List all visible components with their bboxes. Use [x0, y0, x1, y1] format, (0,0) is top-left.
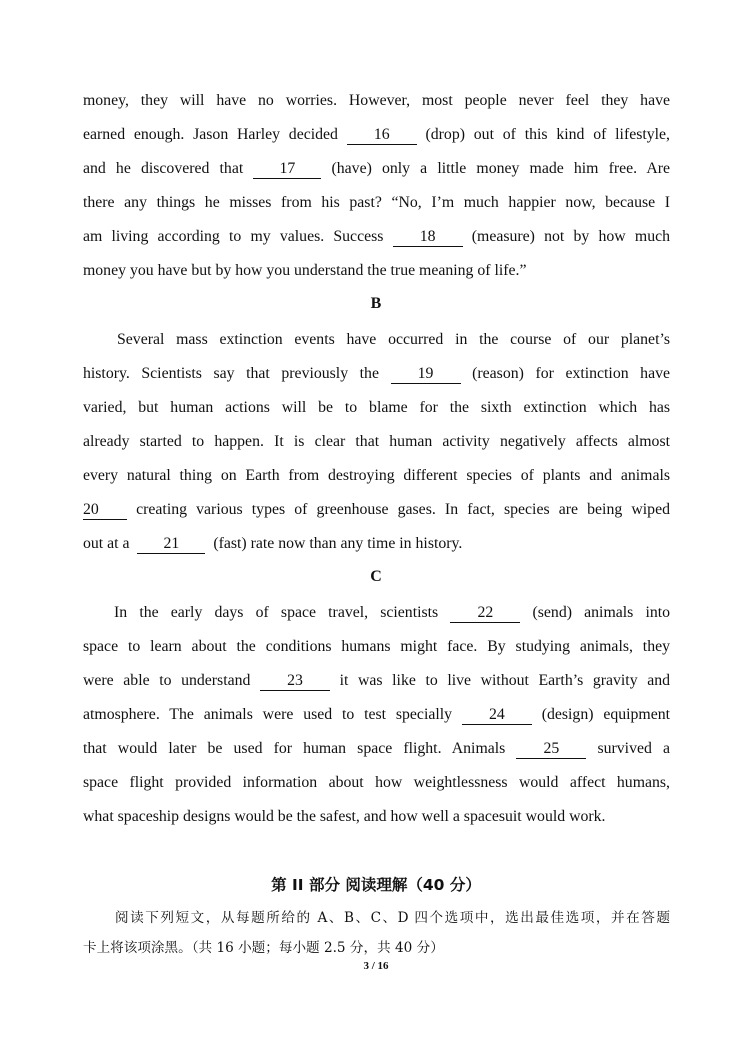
section-title: 第 II 部分 阅读理解（40 分）	[271, 876, 481, 894]
passage-b-line: 20 creating various types of greenhouse gases. In fact, species are being wiped	[83, 501, 670, 518]
section-instructions-line: 阅读下列短文，从每题所给的 A、B、C、D 四个选项中，选出最佳选项，并在答题	[115, 910, 670, 926]
passage-c-line: atmosphere. The animals were used to test specially 24 (design) equipment	[83, 706, 670, 723]
answer-blank-22: 22	[450, 604, 520, 623]
answer-blank-19: 19	[391, 365, 461, 384]
passage-a-line: am living according to my values. Success 18 (measure) not by how much	[83, 228, 670, 245]
passage-a-line: money you have but by how you understand the true meaning of life.”	[83, 262, 527, 279]
answer-blank-17: 17	[253, 160, 321, 179]
passage-b-line: Several mass extinction events have occurred in the course of our planet’s	[117, 331, 670, 348]
passage-a-line: there any things he misses from his past? “No, I’m much happier now, because I	[83, 194, 670, 211]
page-number: 3 / 16	[363, 960, 389, 972]
answer-blank-23: 23	[260, 672, 330, 691]
passage-b-line: history. Scientists say that previously the 19 (reason) for extinction have	[83, 365, 671, 382]
answer-blank-21: 21	[137, 535, 205, 554]
passage-a-line: money, they will have no worries. However, most people never feel they have	[83, 92, 670, 109]
answer-blank-16: 16	[347, 126, 417, 145]
passage-b-line: varied, but human actions will be to blame for the sixth extinction which has	[83, 399, 670, 416]
answer-blank-18: 18	[393, 228, 463, 247]
passage-c-line: were able to understand 23 it was like to live without Earth’s gravity and	[83, 672, 671, 689]
passage-b-line: already started to happen. It is clear that human activity negatively affects almost	[83, 433, 670, 450]
passage-a-line: earned enough. Jason Harley decided 16 (drop) out of this kind of lifestyle,	[83, 126, 670, 143]
passage-c-line: space flight provided information about how weightlessness would affect humans,	[83, 774, 670, 791]
passage-a-line: and he discovered that 17 (have) only a little money made him free. Are	[83, 160, 670, 177]
answer-blank-24: 24	[462, 706, 532, 725]
passage-c-heading: C	[370, 568, 382, 585]
passage-c-line: space to learn about the conditions humans might face. By studying animals, they	[83, 638, 670, 655]
passage-c-line: that would later be used for human space flight. Animals 25 survived a	[83, 740, 670, 757]
passage-b-line: out at a 21 (fast) rate now than any time in history.	[83, 535, 463, 552]
passage-c-line: In the early days of space travel, scientists 22 (send) animals into	[114, 604, 671, 621]
passage-b-line: every natural thing on Earth from destroying different species of plants and animals	[83, 467, 670, 484]
answer-blank-25: 25	[516, 740, 586, 759]
answer-blank-20: 20	[83, 501, 127, 520]
passage-c-line: what spaceship designs would be the safest, and how well a spacesuit would work.	[83, 808, 606, 825]
section-instructions-line: 卡上将该项涂黑。（共 16 小题；每小题 2.5 分，共 40 分）	[83, 940, 444, 956]
passage-b-heading: B	[370, 295, 382, 312]
